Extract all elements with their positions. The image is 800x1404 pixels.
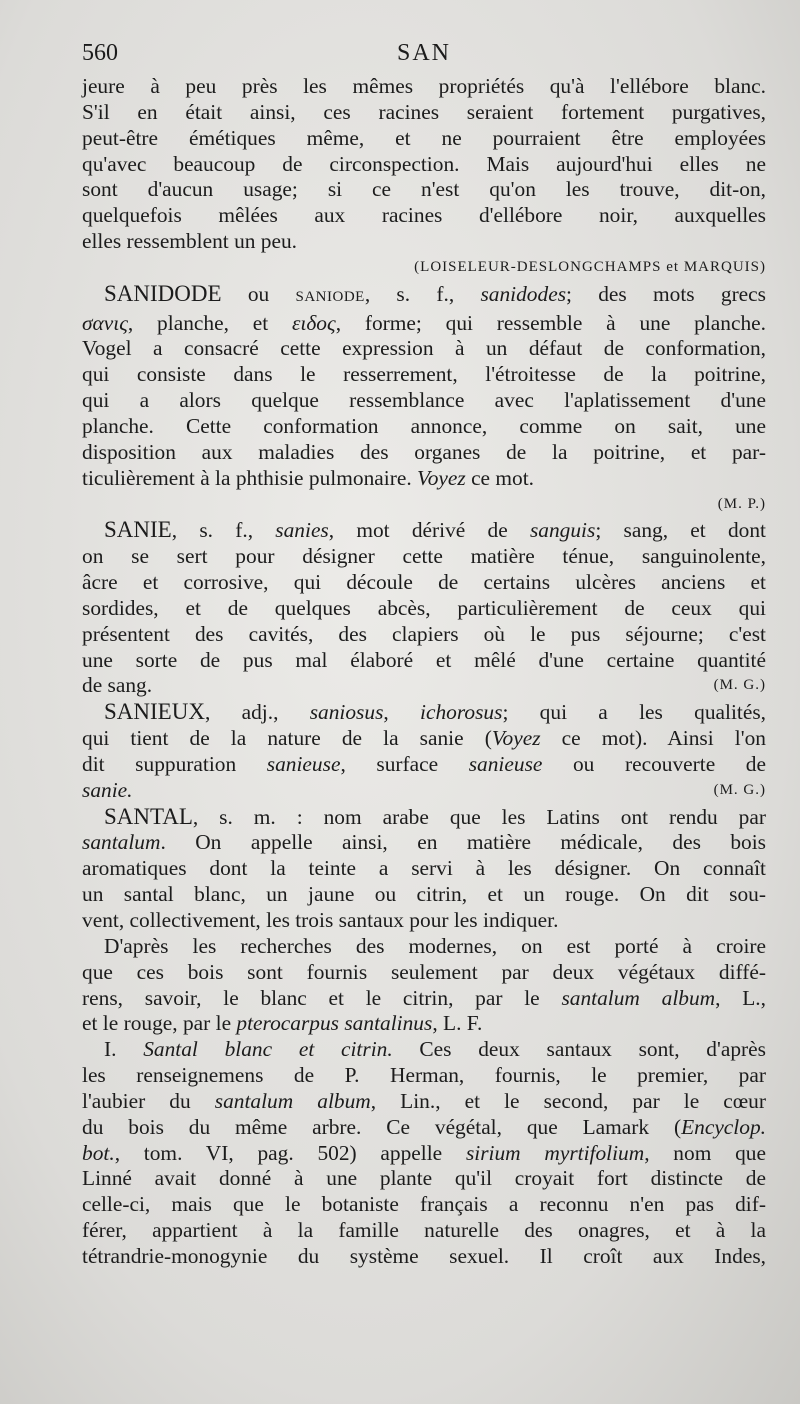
headword-variant: SANIODE — [295, 288, 365, 305]
text-segment: , planche, et — [127, 310, 292, 335]
italic-term: sanieuse — [468, 751, 543, 776]
text-line: âcre et corrosive, qui découle de certains ulcères anciens et — [82, 570, 766, 595]
text-segment: , s. m. : nom arabe que les Latins ont rendu par — [192, 804, 766, 829]
text-segment: , s. f., — [171, 518, 276, 543]
text-segment: ou — [221, 281, 296, 306]
text-line: tétrandrie-monogynie du système sexuel. Il croît aux Indes, — [82, 1243, 766, 1268]
text-segment: dit suppuration — [82, 751, 267, 776]
greek-word: σανις — [82, 310, 128, 335]
text-segment: , L. F. — [432, 1011, 483, 1036]
latin-term: pterocarpus santalinus — [236, 1011, 433, 1036]
entry-first-line — [82, 699, 766, 726]
text-line — [82, 1037, 766, 1063]
text-line: un santal blanc, un jaune ou citrin, et un rouge. On dit sou- — [82, 882, 766, 907]
author-signature: (LOISELEUR-DESLONGCHAMPS et MARQUIS) — [414, 258, 766, 275]
text-segment: , s. f., — [364, 281, 481, 306]
text-line: quelquefois mêlées aux racines d'ellébore noir, auxquelles — [82, 203, 766, 228]
text-segment: ; qui a les qualités, — [502, 700, 766, 725]
entry-first-line — [82, 804, 766, 831]
text-line — [82, 673, 766, 699]
text-line: Vogel a consacré cette expression à un défaut de conformation, — [82, 336, 766, 361]
text-line: qui a alors quelque ressemblance avec l'aplatissement d'une — [82, 388, 766, 413]
latin-term: sanguis — [529, 518, 596, 543]
cross-reference: Voyez — [491, 726, 541, 751]
text-segment: , Lin., et le second, par le cœur — [370, 1088, 767, 1113]
text-line — [82, 1141, 766, 1167]
entry-continuation — [82, 74, 766, 281]
text-line: qu'avec beaucoup de circonspection. Mais aujourd'hui elles ne — [82, 151, 766, 176]
text-line: planche. Cette conformation annonce, comme on sait, une — [82, 413, 766, 438]
headword: SANIEUX — [104, 699, 205, 725]
text-segment: , tom. VI, pag. 502) appelle — [114, 1140, 466, 1165]
headword: SANTAL — [104, 803, 193, 829]
text-line — [82, 1089, 766, 1115]
text-line: présentent des cavités, des clapiers où le pus séjourne; c'est — [82, 621, 766, 646]
page-header — [82, 40, 766, 74]
text-segment: . On appelle ainsi, en matière médicale, des bois — [160, 830, 766, 855]
text-segment: rens, savoir, le blanc et le citrin, par le — [82, 985, 562, 1010]
text-segment: ou recouverte de — [542, 751, 766, 776]
text-segment: ; sang, et dont — [595, 518, 766, 543]
text-segment: ticulièrement à la phthisie pulmonaire. — [82, 465, 418, 490]
latin-term: saniosus — [309, 700, 384, 725]
text-line: qui consiste dans le resserrement, l'étroitesse de la poitrine, — [82, 362, 766, 387]
section-heading: Santal blanc et citrin. — [143, 1037, 393, 1062]
greek-word: ειδος — [291, 310, 336, 335]
text-segment: et le rouge, par le — [82, 1011, 237, 1036]
text-segment: , — [383, 700, 421, 725]
text-line: sordides, et de quelques abcès, particulièrement de ceux qui — [82, 595, 766, 620]
latin-term: sanidodes — [480, 281, 567, 306]
text-line: S'il en était ainsi, ces racines seraient fortement purgatives, — [82, 99, 766, 124]
entry-sanie — [82, 517, 766, 699]
text-segment: Ces deux santaux sont, d'après — [392, 1037, 766, 1062]
italic-term: Encyclop. — [681, 1114, 766, 1139]
italic-term: bot. — [82, 1140, 115, 1165]
latin-term: sanies — [275, 518, 329, 543]
text-segment: , adj., — [204, 700, 310, 725]
entry-sanieux — [82, 699, 766, 803]
text-line — [82, 830, 766, 856]
text-segment: , forme; qui ressemble à une planche. — [335, 310, 767, 335]
text-line: peut-être émétiques même, et ne pourraient être employées — [82, 125, 766, 150]
entry-first-line — [82, 281, 766, 311]
text-segment: I. — [104, 1037, 144, 1062]
text-line: aromatiques dont la teinte a servi à les désigner. On connaît — [82, 856, 766, 881]
entry-sanidode — [82, 281, 766, 518]
text-segment: , nom que — [644, 1140, 766, 1165]
text-line — [82, 466, 766, 492]
entry-first-line — [82, 517, 766, 544]
text-segment: ce mot). Ainsi l'on — [540, 726, 766, 751]
italic-term: sanieuse — [266, 751, 341, 776]
text-segment: ce mot. — [465, 465, 535, 490]
text-segment: ; des mots grecs — [566, 281, 766, 306]
text-line — [82, 311, 766, 337]
italic-term: sanie. — [82, 777, 133, 802]
text-line — [82, 986, 766, 1012]
latin-term: ichorosus — [420, 700, 503, 725]
text-line: vent, collectivement, les trois santaux pour les indiquer. — [82, 908, 559, 932]
text-segment: , L., — [715, 985, 766, 1010]
text-line — [82, 778, 766, 804]
text-line: elles ressemblent un peu. — [82, 229, 298, 254]
text-line: une sorte de pus mal élaboré et mêlé d'une certaine quantité — [82, 647, 766, 672]
text-line: celle-ci, mais que le botaniste français a reconnu n'en pas dif- — [82, 1192, 766, 1217]
text-line: que ces bois sont fournis seulement par deux végétaux diffé- — [82, 959, 766, 984]
text-line: sont d'aucun usage; si ce n'est qu'on les trouve, dit-on, — [82, 177, 766, 202]
headword: SANIE — [104, 517, 172, 543]
text-segment: l'aubier du — [82, 1088, 215, 1113]
text-line — [82, 1011, 766, 1037]
text-segment: du bois du même arbre. Ce végétal, que Lamark ( — [82, 1114, 682, 1139]
text-line: D'après les recherches des modernes, on est porté à croire — [104, 933, 766, 958]
author-signature: (M. P.) — [717, 495, 766, 512]
latin-term: santalum album — [214, 1088, 371, 1113]
text-segment: de sang. — [82, 673, 153, 698]
text-line: on se sert pour désigner cette matière ténue, sanguinolente, — [82, 544, 766, 569]
latin-term: santalum album — [561, 985, 716, 1010]
entry-santal — [82, 804, 766, 1270]
text-line — [82, 726, 766, 752]
latin-term: sirium myrtifolium — [465, 1140, 645, 1165]
text-segment: , surface — [340, 751, 469, 776]
latin-term: santalum — [82, 830, 161, 855]
text-segment: , mot dérivé de — [328, 518, 530, 543]
text-line: les renseignemens de P. Herman, fournis, le premier, par — [82, 1063, 766, 1088]
text-line — [82, 752, 766, 778]
text-line: disposition aux maladies des organes de la poitrine, et par- — [82, 439, 766, 464]
text-segment: qui tient de la nature de la sanie ( — [82, 726, 492, 751]
headword: SANIDODE — [104, 280, 222, 306]
text-line — [82, 1115, 766, 1141]
author-signature: (M. G.) — [713, 677, 766, 694]
text-line: férer, appartient à la famille naturelle des onagres, et à la — [82, 1218, 766, 1243]
author-signature: (M. G.) — [713, 781, 766, 798]
cross-reference: Voyez — [417, 465, 466, 490]
page-number: 560 — [82, 40, 118, 66]
text-line: jeure à peu près les mêmes propriétés qu'à l'ellébore blanc. — [82, 74, 766, 98]
running-title: SAN — [396, 40, 451, 66]
text-line: Linné avait donné à une plante qu'il croyait fort distincte de — [82, 1166, 766, 1191]
